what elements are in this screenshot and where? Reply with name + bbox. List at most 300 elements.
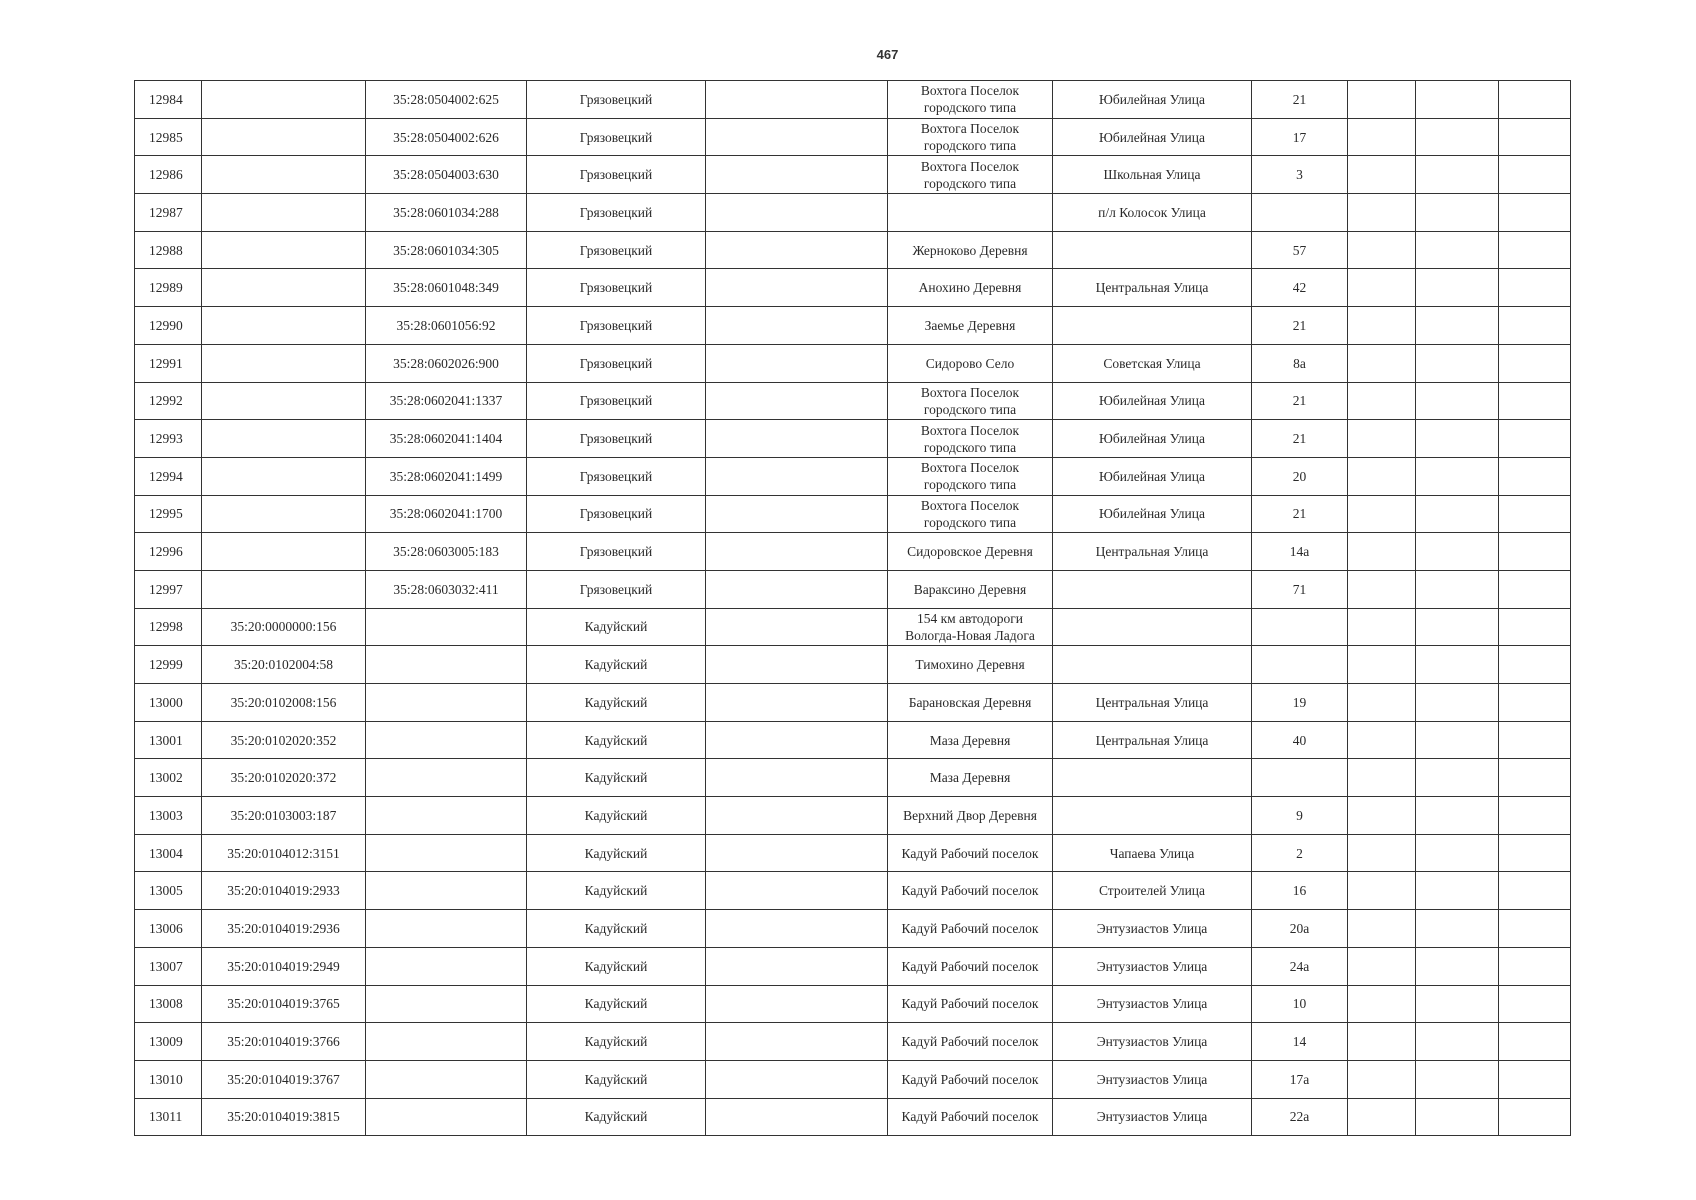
row-number-cell: 13010 — [135, 1060, 202, 1098]
extra-cell-3 — [1499, 344, 1571, 382]
district-cell: Грязовецкий — [527, 420, 706, 458]
street-cell: Строителей Улица — [1053, 872, 1252, 910]
house-number-cell: 2 — [1252, 834, 1348, 872]
cadastral-number-alt-cell: 35:28:0603032:411 — [366, 570, 527, 608]
row-number-cell: 13003 — [135, 797, 202, 835]
district-cell: Кадуйский — [527, 608, 706, 646]
table-row — [135, 684, 1571, 722]
street-cell: Юбилейная Улица — [1053, 457, 1252, 495]
empty-cell — [706, 118, 888, 156]
extra-cell-1 — [1348, 533, 1416, 571]
registry-table — [134, 80, 1571, 1136]
settlement-cell: Кадуй Рабочий поселок — [888, 985, 1053, 1023]
house-number-cell: 17 — [1252, 118, 1348, 156]
empty-cell — [706, 495, 888, 533]
table-row — [135, 81, 1571, 119]
row-number-cell: 12996 — [135, 533, 202, 571]
extra-cell-1 — [1348, 344, 1416, 382]
extra-cell-3 — [1499, 834, 1571, 872]
registry-body — [135, 81, 1571, 1136]
extra-cell-2 — [1416, 495, 1499, 533]
extra-cell-1 — [1348, 194, 1416, 232]
table-row — [135, 910, 1571, 948]
extra-cell-3 — [1499, 570, 1571, 608]
extra-cell-1 — [1348, 910, 1416, 948]
house-number-cell: 9 — [1252, 797, 1348, 835]
row-number-cell: 13004 — [135, 834, 202, 872]
row-number-cell: 12995 — [135, 495, 202, 533]
cadastral-number-cell — [202, 81, 366, 119]
extra-cell-2 — [1416, 570, 1499, 608]
district-cell: Грязовецкий — [527, 307, 706, 345]
settlement-cell: Вохтога Поселок городского типа — [888, 118, 1053, 156]
extra-cell-3 — [1499, 495, 1571, 533]
district-cell: Грязовецкий — [527, 495, 706, 533]
cadastral-number-alt-cell: 35:28:0601048:349 — [366, 269, 527, 307]
settlement-cell: Вараксино Деревня — [888, 570, 1053, 608]
extra-cell-3 — [1499, 797, 1571, 835]
cadastral-number-cell: 35:20:0000000:156 — [202, 608, 366, 646]
cadastral-number-cell — [202, 570, 366, 608]
cadastral-number-alt-cell: 35:28:0504003:630 — [366, 156, 527, 194]
extra-cell-2 — [1416, 910, 1499, 948]
extra-cell-3 — [1499, 872, 1571, 910]
row-number-cell: 12987 — [135, 194, 202, 232]
table-row — [135, 495, 1571, 533]
settlement-cell: Сидорово Село — [888, 344, 1053, 382]
district-cell: Кадуйский — [527, 910, 706, 948]
district-cell: Кадуйский — [527, 985, 706, 1023]
extra-cell-3 — [1499, 1060, 1571, 1098]
row-number-cell: 12994 — [135, 457, 202, 495]
house-number-cell: 20а — [1252, 910, 1348, 948]
cadastral-number-alt-cell — [366, 1060, 527, 1098]
settlement-cell: Вохтога Поселок городского типа — [888, 156, 1053, 194]
row-number-cell: 13006 — [135, 910, 202, 948]
table-row — [135, 985, 1571, 1023]
street-cell: Юбилейная Улица — [1053, 81, 1252, 119]
empty-cell — [706, 1023, 888, 1061]
cadastral-number-alt-cell: 35:28:0602041:1499 — [366, 457, 527, 495]
extra-cell-2 — [1416, 382, 1499, 420]
row-number-cell: 12998 — [135, 608, 202, 646]
settlement-cell: 154 км автодороги Вологда-Новая Ладога — [888, 608, 1053, 646]
settlement-cell: Кадуй Рабочий поселок — [888, 1060, 1053, 1098]
district-cell: Кадуйский — [527, 1098, 706, 1136]
house-number-cell: 42 — [1252, 269, 1348, 307]
cadastral-number-alt-cell: 35:28:0504002:625 — [366, 81, 527, 119]
table-row — [135, 608, 1571, 646]
street-cell: Энтузиастов Улица — [1053, 910, 1252, 948]
cadastral-number-alt-cell — [366, 759, 527, 797]
extra-cell-1 — [1348, 759, 1416, 797]
extra-cell-2 — [1416, 834, 1499, 872]
extra-cell-3 — [1499, 420, 1571, 458]
house-number-cell: 71 — [1252, 570, 1348, 608]
empty-cell — [706, 684, 888, 722]
row-number-cell: 12989 — [135, 269, 202, 307]
cadastral-number-cell: 35:20:0102020:372 — [202, 759, 366, 797]
district-cell: Кадуйский — [527, 797, 706, 835]
cadastral-number-alt-cell — [366, 947, 527, 985]
table-row — [135, 269, 1571, 307]
street-cell: Юбилейная Улица — [1053, 118, 1252, 156]
street-cell: Чапаева Улица — [1053, 834, 1252, 872]
row-number-cell: 13011 — [135, 1098, 202, 1136]
settlement-cell: Кадуй Рабочий поселок — [888, 834, 1053, 872]
extra-cell-2 — [1416, 646, 1499, 684]
cadastral-number-cell — [202, 344, 366, 382]
extra-cell-1 — [1348, 1098, 1416, 1136]
district-cell: Кадуйский — [527, 684, 706, 722]
cadastral-number-alt-cell: 35:28:0601056:92 — [366, 307, 527, 345]
cadastral-number-cell: 35:20:0102020:352 — [202, 721, 366, 759]
cadastral-number-cell: 35:20:0104019:2936 — [202, 910, 366, 948]
extra-cell-2 — [1416, 420, 1499, 458]
cadastral-number-cell: 35:20:0102008:156 — [202, 684, 366, 722]
table-row — [135, 156, 1571, 194]
cadastral-number-alt-cell — [366, 646, 527, 684]
extra-cell-1 — [1348, 684, 1416, 722]
district-cell: Грязовецкий — [527, 382, 706, 420]
empty-cell — [706, 1060, 888, 1098]
district-cell: Кадуйский — [527, 947, 706, 985]
table-row — [135, 570, 1571, 608]
table-row — [135, 1060, 1571, 1098]
table-row — [135, 872, 1571, 910]
table-row — [135, 1098, 1571, 1136]
district-cell: Кадуйский — [527, 646, 706, 684]
extra-cell-1 — [1348, 307, 1416, 345]
house-number-cell — [1252, 646, 1348, 684]
table-row — [135, 382, 1571, 420]
table-row — [135, 1023, 1571, 1061]
cadastral-number-alt-cell — [366, 684, 527, 722]
settlement-cell: Маза Деревня — [888, 721, 1053, 759]
extra-cell-1 — [1348, 495, 1416, 533]
district-cell: Кадуйский — [527, 1023, 706, 1061]
extra-cell-1 — [1348, 608, 1416, 646]
cadastral-number-cell — [202, 307, 366, 345]
extra-cell-2 — [1416, 156, 1499, 194]
settlement-cell: Кадуй Рабочий поселок — [888, 910, 1053, 948]
settlement-cell: Вохтога Поселок городского типа — [888, 457, 1053, 495]
district-cell: Грязовецкий — [527, 269, 706, 307]
cadastral-number-alt-cell: 35:28:0602041:1337 — [366, 382, 527, 420]
house-number-cell — [1252, 608, 1348, 646]
empty-cell — [706, 81, 888, 119]
settlement-cell: Кадуй Рабочий поселок — [888, 947, 1053, 985]
district-cell: Грязовецкий — [527, 457, 706, 495]
row-number-cell: 13008 — [135, 985, 202, 1023]
extra-cell-1 — [1348, 646, 1416, 684]
house-number-cell: 10 — [1252, 985, 1348, 1023]
extra-cell-1 — [1348, 721, 1416, 759]
row-number-cell: 12986 — [135, 156, 202, 194]
house-number-cell: 24а — [1252, 947, 1348, 985]
table-row — [135, 344, 1571, 382]
district-cell: Грязовецкий — [527, 344, 706, 382]
district-cell: Кадуйский — [527, 1060, 706, 1098]
district-cell: Грязовецкий — [527, 156, 706, 194]
settlement-cell: Кадуй Рабочий поселок — [888, 872, 1053, 910]
cadastral-number-alt-cell — [366, 1098, 527, 1136]
street-cell: Энтузиастов Улица — [1053, 1060, 1252, 1098]
cadastral-number-cell: 35:20:0104019:3815 — [202, 1098, 366, 1136]
extra-cell-1 — [1348, 1023, 1416, 1061]
extra-cell-3 — [1499, 1023, 1571, 1061]
table-row — [135, 457, 1571, 495]
settlement-cell: Вохтога Поселок городского типа — [888, 81, 1053, 119]
settlement-cell: Заемье Деревня — [888, 307, 1053, 345]
table-row — [135, 646, 1571, 684]
cadastral-number-alt-cell — [366, 1023, 527, 1061]
house-number-cell: 19 — [1252, 684, 1348, 722]
district-cell: Грязовецкий — [527, 570, 706, 608]
extra-cell-2 — [1416, 533, 1499, 571]
row-number-cell: 12997 — [135, 570, 202, 608]
district-cell: Кадуйский — [527, 872, 706, 910]
street-cell: Центральная Улица — [1053, 269, 1252, 307]
cadastral-number-cell — [202, 420, 366, 458]
house-number-cell: 40 — [1252, 721, 1348, 759]
cadastral-number-alt-cell — [366, 721, 527, 759]
extra-cell-3 — [1499, 684, 1571, 722]
table-row — [135, 420, 1571, 458]
empty-cell — [706, 834, 888, 872]
street-cell: Энтузиастов Улица — [1053, 947, 1252, 985]
cadastral-number-alt-cell: 35:28:0602041:1404 — [366, 420, 527, 458]
extra-cell-2 — [1416, 721, 1499, 759]
extra-cell-2 — [1416, 684, 1499, 722]
empty-cell — [706, 721, 888, 759]
street-cell: п/л Колосок Улица — [1053, 194, 1252, 232]
settlement-cell: Вохтога Поселок городского типа — [888, 495, 1053, 533]
cadastral-number-cell — [202, 118, 366, 156]
street-cell: Юбилейная Улица — [1053, 495, 1252, 533]
cadastral-number-cell: 35:20:0104019:3766 — [202, 1023, 366, 1061]
table-row — [135, 947, 1571, 985]
extra-cell-2 — [1416, 1098, 1499, 1136]
extra-cell-2 — [1416, 759, 1499, 797]
extra-cell-1 — [1348, 985, 1416, 1023]
extra-cell-3 — [1499, 457, 1571, 495]
extra-cell-1 — [1348, 81, 1416, 119]
cadastral-number-alt-cell: 35:28:0603005:183 — [366, 533, 527, 571]
house-number-cell: 20 — [1252, 457, 1348, 495]
cadastral-number-cell — [202, 156, 366, 194]
extra-cell-1 — [1348, 382, 1416, 420]
empty-cell — [706, 269, 888, 307]
cadastral-number-alt-cell: 35:28:0504002:626 — [366, 118, 527, 156]
row-number-cell: 13007 — [135, 947, 202, 985]
cadastral-number-cell: 35:20:0104019:3765 — [202, 985, 366, 1023]
row-number-cell: 12991 — [135, 344, 202, 382]
extra-cell-2 — [1416, 269, 1499, 307]
district-cell: Грязовецкий — [527, 231, 706, 269]
cadastral-number-alt-cell — [366, 985, 527, 1023]
empty-cell — [706, 420, 888, 458]
extra-cell-3 — [1499, 156, 1571, 194]
district-cell: Кадуйский — [527, 721, 706, 759]
cadastral-number-cell: 35:20:0104012:3151 — [202, 834, 366, 872]
house-number-cell: 22а — [1252, 1098, 1348, 1136]
extra-cell-3 — [1499, 947, 1571, 985]
cadastral-number-alt-cell: 35:28:0602041:1700 — [366, 495, 527, 533]
extra-cell-3 — [1499, 1098, 1571, 1136]
street-cell — [1053, 759, 1252, 797]
extra-cell-2 — [1416, 1023, 1499, 1061]
house-number-cell: 21 — [1252, 307, 1348, 345]
settlement-cell: Кадуй Рабочий поселок — [888, 1023, 1053, 1061]
street-cell: Энтузиастов Улица — [1053, 1023, 1252, 1061]
extra-cell-1 — [1348, 872, 1416, 910]
table-row — [135, 797, 1571, 835]
house-number-cell: 17а — [1252, 1060, 1348, 1098]
house-number-cell: 3 — [1252, 156, 1348, 194]
street-cell — [1053, 646, 1252, 684]
empty-cell — [706, 759, 888, 797]
district-cell: Грязовецкий — [527, 118, 706, 156]
district-cell: Грязовецкий — [527, 194, 706, 232]
extra-cell-1 — [1348, 420, 1416, 458]
street-cell: Центральная Улица — [1053, 684, 1252, 722]
extra-cell-1 — [1348, 231, 1416, 269]
house-number-cell: 21 — [1252, 382, 1348, 420]
row-number-cell: 12988 — [135, 231, 202, 269]
cadastral-number-alt-cell — [366, 608, 527, 646]
extra-cell-2 — [1416, 985, 1499, 1023]
extra-cell-3 — [1499, 194, 1571, 232]
extra-cell-2 — [1416, 81, 1499, 119]
house-number-cell: 57 — [1252, 231, 1348, 269]
settlement-cell: Сидоровское Деревня — [888, 533, 1053, 571]
house-number-cell: 16 — [1252, 872, 1348, 910]
empty-cell — [706, 985, 888, 1023]
extra-cell-2 — [1416, 608, 1499, 646]
cadastral-number-cell — [202, 231, 366, 269]
cadastral-number-cell — [202, 457, 366, 495]
row-number-cell: 13001 — [135, 721, 202, 759]
street-cell — [1053, 231, 1252, 269]
empty-cell — [706, 194, 888, 232]
extra-cell-1 — [1348, 834, 1416, 872]
cadastral-number-alt-cell — [366, 797, 527, 835]
extra-cell-3 — [1499, 269, 1571, 307]
row-number-cell: 12993 — [135, 420, 202, 458]
empty-cell — [706, 344, 888, 382]
empty-cell — [706, 570, 888, 608]
cadastral-number-cell: 35:20:0104019:2949 — [202, 947, 366, 985]
empty-cell — [706, 910, 888, 948]
house-number-cell: 21 — [1252, 420, 1348, 458]
cadastral-number-cell: 35:20:0104019:2933 — [202, 872, 366, 910]
cadastral-number-cell: 35:20:0103003:187 — [202, 797, 366, 835]
extra-cell-3 — [1499, 382, 1571, 420]
settlement-cell: Вохтога Поселок городского типа — [888, 382, 1053, 420]
row-number-cell: 12999 — [135, 646, 202, 684]
cadastral-number-alt-cell: 35:28:0602026:900 — [366, 344, 527, 382]
table-row — [135, 118, 1571, 156]
empty-cell — [706, 1098, 888, 1136]
row-number-cell: 13000 — [135, 684, 202, 722]
house-number-cell: 14а — [1252, 533, 1348, 571]
district-cell: Грязовецкий — [527, 533, 706, 571]
settlement-cell: Кадуй Рабочий поселок — [888, 1098, 1053, 1136]
empty-cell — [706, 608, 888, 646]
extra-cell-3 — [1499, 646, 1571, 684]
settlement-cell: Анохино Деревня — [888, 269, 1053, 307]
street-cell — [1053, 570, 1252, 608]
table-row — [135, 759, 1571, 797]
extra-cell-2 — [1416, 947, 1499, 985]
empty-cell — [706, 231, 888, 269]
house-number-cell: 14 — [1252, 1023, 1348, 1061]
cadastral-number-cell — [202, 533, 366, 571]
row-number-cell: 12992 — [135, 382, 202, 420]
settlement-cell: Вохтога Поселок городского типа — [888, 420, 1053, 458]
extra-cell-1 — [1348, 269, 1416, 307]
settlement-cell: Верхний Двор Деревня — [888, 797, 1053, 835]
street-cell: Энтузиастов Улица — [1053, 985, 1252, 1023]
extra-cell-2 — [1416, 457, 1499, 495]
cadastral-number-cell — [202, 495, 366, 533]
extra-cell-2 — [1416, 872, 1499, 910]
extra-cell-3 — [1499, 118, 1571, 156]
district-cell: Кадуйский — [527, 759, 706, 797]
cadastral-number-cell — [202, 194, 366, 232]
extra-cell-1 — [1348, 457, 1416, 495]
settlement-cell: Жерноково Деревня — [888, 231, 1053, 269]
street-cell: Энтузиастов Улица — [1053, 1098, 1252, 1136]
house-number-cell — [1252, 759, 1348, 797]
extra-cell-3 — [1499, 307, 1571, 345]
extra-cell-1 — [1348, 947, 1416, 985]
empty-cell — [706, 947, 888, 985]
street-cell: Юбилейная Улица — [1053, 420, 1252, 458]
cadastral-number-cell — [202, 382, 366, 420]
house-number-cell — [1252, 194, 1348, 232]
extra-cell-1 — [1348, 156, 1416, 194]
street-cell: Центральная Улица — [1053, 721, 1252, 759]
house-number-cell: 21 — [1252, 81, 1348, 119]
cadastral-number-alt-cell — [366, 910, 527, 948]
house-number-cell: 21 — [1252, 495, 1348, 533]
cadastral-number-alt-cell — [366, 872, 527, 910]
cadastral-number-alt-cell: 35:28:0601034:288 — [366, 194, 527, 232]
street-cell — [1053, 307, 1252, 345]
row-number-cell: 12984 — [135, 81, 202, 119]
empty-cell — [706, 797, 888, 835]
extra-cell-1 — [1348, 1060, 1416, 1098]
settlement-cell: Маза Деревня — [888, 759, 1053, 797]
extra-cell-3 — [1499, 910, 1571, 948]
empty-cell — [706, 457, 888, 495]
empty-cell — [706, 382, 888, 420]
row-number-cell: 13002 — [135, 759, 202, 797]
street-cell: Школьная Улица — [1053, 156, 1252, 194]
table-row — [135, 721, 1571, 759]
settlement-cell — [888, 194, 1053, 232]
row-number-cell: 13009 — [135, 1023, 202, 1061]
extra-cell-1 — [1348, 118, 1416, 156]
extra-cell-3 — [1499, 81, 1571, 119]
extra-cell-3 — [1499, 721, 1571, 759]
settlement-cell: Тимохино Деревня — [888, 646, 1053, 684]
extra-cell-2 — [1416, 797, 1499, 835]
district-cell: Кадуйский — [527, 834, 706, 872]
extra-cell-3 — [1499, 231, 1571, 269]
